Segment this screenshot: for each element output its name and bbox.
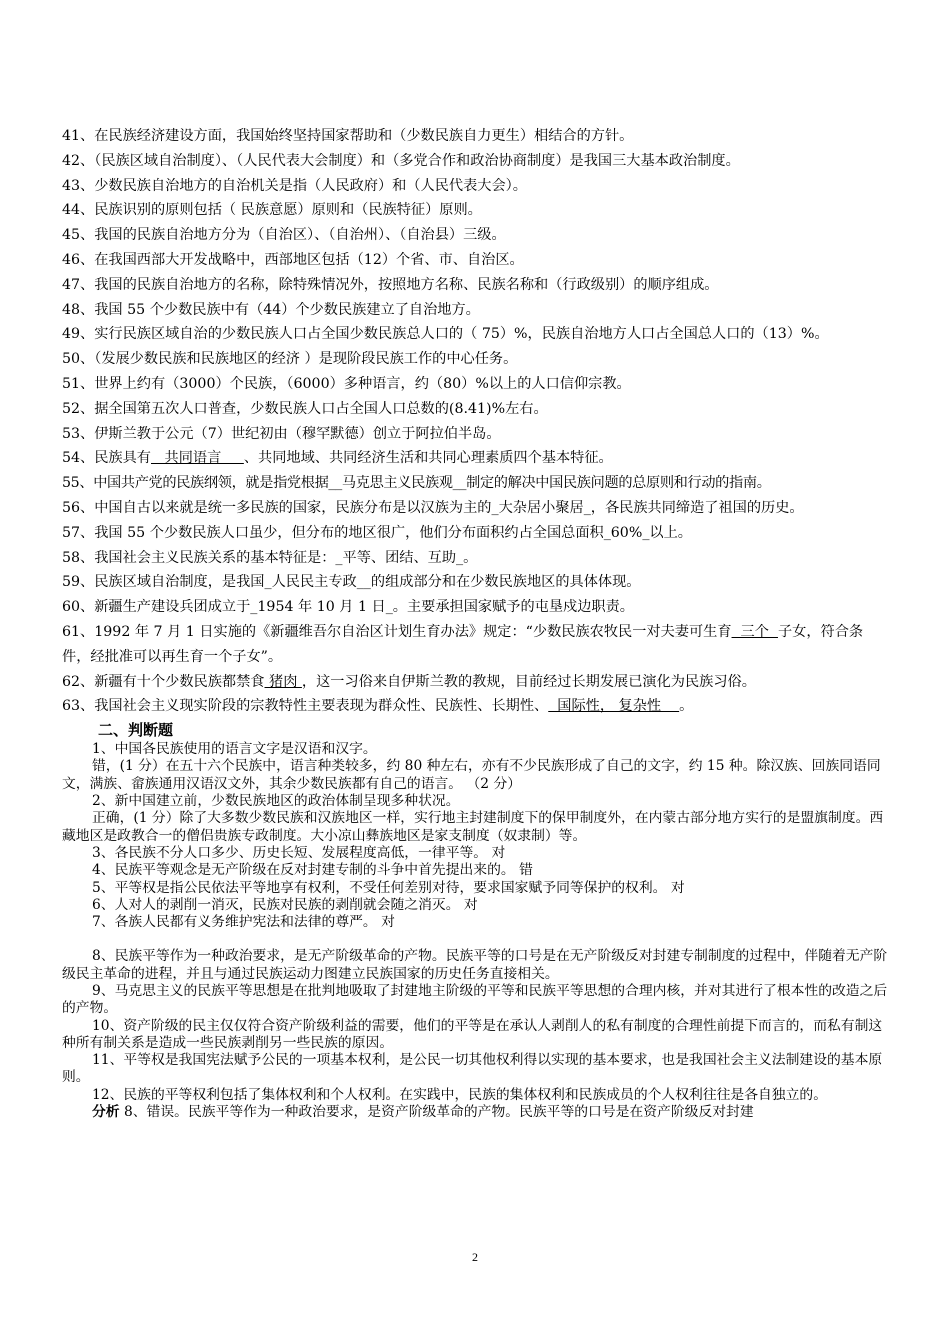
list-item: 6、人对人的剥削一消灭，民族对民族的剥削就会随之消灭。 对 [92, 896, 478, 913]
list-item: 44、民族识别的原则包括（ 民族意愿）原则和（民族特征）原则。 [62, 202, 482, 219]
list-item: 60、新疆生产建设兵团成立于_1954 年 10 月 1 日_。主要承担国家赋予的屯垦戍边职责。 [62, 599, 634, 616]
page-number: 2 [472, 1250, 478, 1264]
list-item: 41、在民族经济建设方面，我国始终坚持国家帮助和（少数民族自力更生）相结合的方针。 [62, 128, 634, 144]
list-item: 50、（发展少数民族和民族地区的经济 ）是现阶段民族工作的中心任务。 [62, 351, 518, 368]
list-item: 63、我国社会主义现实阶段的宗教特性主要表现为群众性、民族性、长期性、 国际性， 复杂性 。 [62, 698, 694, 715]
list-item: 57、我国 55 个少数民族人口虽少，但分布的地区很广，他们分布面积约占全国总面积_60%_以上。 [62, 524, 692, 541]
judgement-list [62, 741, 888, 931]
list-item: 55、中国共产党的民族纲领，就是指党根据__马克思主义民族观__制定的解决中国民族问题的总原则和行动的指南。 [62, 475, 771, 492]
list-item: 47、我国的民族自治地方的名称，除特殊情况外，按照地方名称、民族名称和（行政级别）的顺序组成。 [62, 276, 719, 293]
list-item: 42、（民族区域自治制度）、（人民代表大会制度）和（多党合作和政治协商制度）是我国三大基本政治制度。 [62, 152, 740, 169]
list-item: 46、在我国西部大开发战略中，西部地区包括（12）个省、市、自治区。 [62, 251, 524, 268]
list-item: 1、中国各民族使用的语言文字是汉语和汉字。 [92, 741, 377, 758]
list-item: 59、民族区域自治制度，是我国_人民民主专政__的组成部分和在少数民族地区的具体体现。 [62, 574, 641, 591]
blank-answer: 共同语言 [151, 450, 244, 467]
list-item: 12、民族的平等权利包括了集体权利和个人权利。在实践中，民族的集体权利和民族成员的个人权利往往是各自独立的。 [92, 1086, 827, 1103]
list-item: 56、中国自古以来就是统一多民族的国家，民族分布是以汉族为主的_大杂居小聚居_，各民族共同缔造了祖国的历史。 [62, 499, 804, 516]
list-item: 7、各族人民都有义务维护宪法和法律的尊严。 对 [92, 914, 395, 931]
list-item: 48、我国 55 个少数民族中有（44）个少数民族建立了自治地方。 [62, 301, 480, 318]
list-item: 10、资产阶级的民主仅仅符合资产阶级利益的需要，他们的平等是在承认人剥削人的私有制度的合理性前提下而言的，而私有制这种所有制关系是造成一些民族剥削另一些民族的原因。 [62, 1017, 883, 1051]
list-item: 43、少数民族自治地方的自治机关是指（人民政府）和（人民代表大会）。 [62, 177, 527, 194]
list-item: 5、平等权是指公民依法平等地享有权利，不受任何差别对待，要求国家赋予同等保护的权利。 对 [92, 879, 685, 896]
list-item: 51、世界上约有（3000）个民族，（6000）多种语言，约（80）%以上的人口信仰宗教。 [62, 375, 631, 392]
list-item: 4、民族平等观念是无产阶级在反对封建专制的斗争中首先提出来的。 错 [92, 862, 533, 879]
list-item: 11、平等权是我国宪法赋予公民的一项基本权利，是公民一切其他权利得以实现的基本要求，也是我国社会主义法制建设的基本原则。 [62, 1052, 883, 1086]
list-item: 54、民族具有 共同语言 、共同地域、共同经济生活和共同心理素质四个基本特征。 [62, 450, 613, 467]
list-item: 错，(1 分）在五十六个民族中，语言种类较多，约 80 种左右，亦有不少民族形成了自己的文字，约 15 种。除汉族、回族同语同文，满族、畲族通用汉语汉文外，其余少数民族都有自己的语言。 （2 分） [62, 758, 881, 792]
judgement-list-2 [62, 948, 888, 1121]
list-item: 61、1992 年 7 月 1 日实施的《新疆维吾尔自治区计划生育办法》规定：“少数民族农牧民一对夫妻可生育 三个 子女，符合条件，经批准可以再生育一个子女”。 [62, 623, 864, 665]
list-item: 52、据全国第五次人口普查，少数民族人口占全国人口总数的(8.41)%左右。 [62, 400, 548, 417]
analysis-label: 分析 [92, 1104, 120, 1121]
blank-answer: 猪肉 [264, 673, 302, 690]
list-item: 45、我国的民族自治地方分为（自治区）、（自治州）、（自治县）三级。 [62, 227, 506, 244]
analysis-paragraph: 分析 8、错误。民族平等作为一种政治要求，是资产阶级革命的产物。民族平等的口号是在资产阶级反对封建 [92, 1104, 754, 1121]
document-page [62, 124, 888, 1121]
list-item: 58、我国社会主义民族关系的基本特征是：_平等、团结、互助_。 [62, 549, 478, 566]
list-item: 8、民族平等作为一种政治要求，是无产阶级革命的产物。民族平等的口号是在无产阶级反对封建专制制度的过程中，伴随着无产阶级民主革命的进程，并且与通过民族运动力图建立民族国家的历史任务直接相关。 [62, 948, 888, 982]
list-item: 62、新疆有十个少数民族都禁食 猪肉 ，这一习俗来自伊斯兰教的教规，目前经过长期发展已演化为民族习俗。 [62, 673, 756, 690]
fill-in-blank-list [62, 124, 888, 719]
list-item: 3、各民族不分人口多少、历史长短、发展程度高低，一律平等。 对 [92, 844, 506, 861]
list-item: 49、实行民族区域自治的少数民族人口占全国少数民族总人口的（ 75）%，民族自治地方人口占全国总人口的（13）%。 [62, 326, 829, 343]
blank-answer: 国际性， 复杂性 [548, 698, 680, 715]
section-heading: 二、判断题 [98, 721, 174, 740]
list-item: 9、马克思主义的民族平等思想是在批判地吸取了封建地主阶级的平等和民族平等思想的合理内核，并对其进行了根本性的改造之后的产物。 [62, 982, 888, 1017]
list-item: 2、新中国建立前，少数民族地区的政治体制呈现多种状况。 [92, 793, 460, 810]
list-item: 53、伊斯兰教于公元（7）世纪初由（穆罕默德）创立于阿拉伯半岛。 [62, 425, 501, 442]
spacer [62, 931, 888, 948]
blank-answer: 三个 [731, 623, 778, 640]
list-item: 正确，(1 分）除了大多数少数民族和汉族地区一样，实行地主封建制度下的保甲制度外，在内蒙古部分地方实行的是盟旗制度。西藏地区是政教合一的僧侣贵族专政制度。大小凉山彝族地区是家支制度（奴隶制）等。 [62, 810, 884, 844]
